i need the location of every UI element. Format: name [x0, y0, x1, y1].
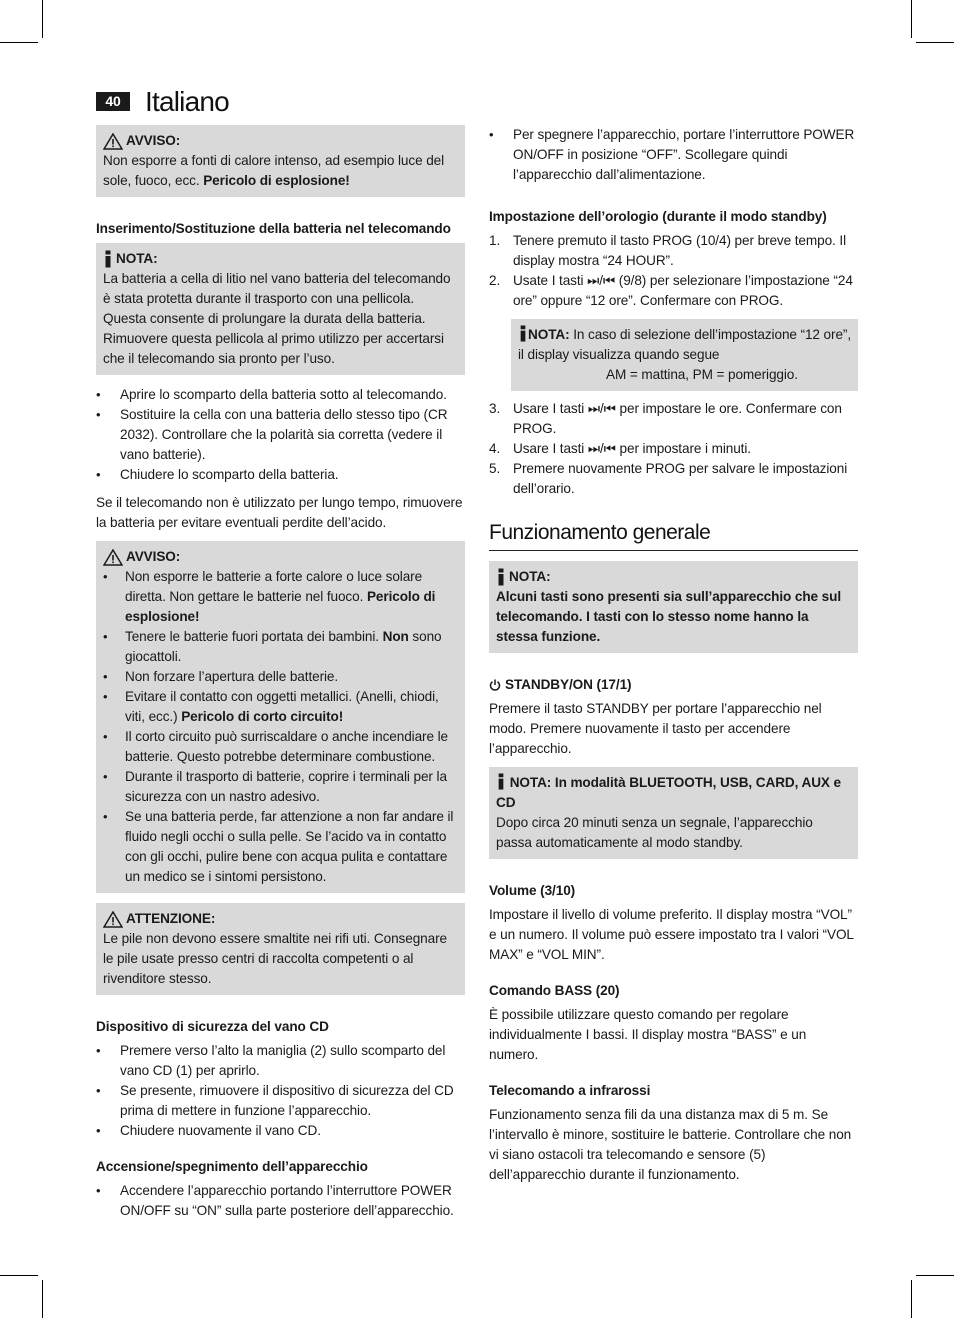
warning-head — [103, 131, 458, 151]
volume-paragraph: Impostare il livello di volume preferito. Il display mostra “VOL” e un numero. Il volume può essere impostato tra I valori “VOL MAX” e “VOL MIN”. — [489, 907, 854, 962]
note-box — [489, 767, 858, 859]
power-icon — [489, 679, 501, 691]
list-item: • Aprire lo scomparto della batteria sotto al telecomando. — [96, 385, 465, 405]
clock-steps — [489, 399, 858, 499]
note-box — [511, 319, 858, 391]
warning-label: AVVISO: — [126, 549, 181, 564]
list-item: • Non esporre le batterie a forte calore o luce solare diretta. Non gettare le batterie nel fuoco. Pericolo di esplosione! — [103, 567, 458, 627]
list-item: • Chiudere nuovamente il vano CD. — [96, 1121, 465, 1141]
battery-steps — [96, 385, 465, 485]
list-item: • Evitare il contatto con oggetti metallici. (Anelli, chiodi, viti, ecc.) Pericolo di corto circuito! — [103, 687, 458, 727]
list-item: • Se una batteria perde, far attenzione a non far andare il fluido negli occhi o sulla pelle. Se l’acido va in contatto con gli occhi, pulire bene con acqua pulita e contattare un medico se i sintomi persistono. — [103, 807, 458, 887]
volume-heading: Volume (3/10) — [489, 883, 576, 898]
note-box — [489, 561, 858, 653]
warning-list — [103, 567, 458, 887]
list-item: • Per spegnere l’apparecchio, portare l’interruttore POWER ON/OFF in posizione “OFF”. Scollegare quindi l’apparecchio dall’alimentazione. — [489, 125, 858, 185]
info-icon — [103, 250, 113, 268]
list-item: 2. Usate I tasti ⏭/⏮ (9/8) per selezionare l’impostazione “24 ore” oppure “12 ore”. Confermare con PROG. — [489, 273, 853, 308]
power-heading: Accensione/spegnimento dell’apparecchio — [96, 1159, 368, 1174]
warning-text: Non esporre a fonti di calore intenso, ad esempio luce del sole, fuoco, ecc. Pericolo di esplosione! — [103, 153, 445, 188]
note-head — [103, 249, 458, 269]
left-column — [96, 125, 465, 1229]
note-text: Dopo circa 20 minuti senza un segnale, l’apparecchio passa automaticamente al modo standby. — [496, 815, 813, 850]
caution-label: ATTENZIONE: — [126, 911, 216, 926]
clock-steps — [489, 231, 858, 311]
crop-mark — [911, 0, 912, 38]
note-text: La batteria a cella di litio nel vano batteria del telecomando è stata protetta durante il trasporto con una pellicola. Questa consente di prolungare la durata della batteria. Rimuovere questa pellicola al primo utilizzo per accertarsi che il telecomando sia pronto per l’uso. — [103, 271, 451, 366]
note-head: NOTA: In modalità BLUETOOTH, USB, CARD, AUX e CD — [496, 775, 842, 810]
note-text: AM = mattina, PM = pomeriggio. — [606, 367, 798, 382]
battery-heading: Inserimento/Sostituzione della batteria nel telecomando — [96, 221, 451, 236]
page-title: Italiano — [145, 86, 229, 117]
crop-mark — [42, 1280, 43, 1318]
warning-box — [96, 125, 465, 197]
note-label: NOTA: — [509, 569, 551, 584]
right-column — [489, 125, 858, 1193]
list-item: • Il corto circuito può surriscaldare o anche incendiare le batterie. Questo potrebbe determinare combustione. — [103, 727, 458, 767]
crop-mark — [42, 0, 43, 38]
crop-mark — [911, 1280, 912, 1318]
list-item: • Premere verso l’alto la maniglia (2) sullo scomparto del vano CD (1) per aprirlo. — [96, 1041, 465, 1081]
battery-paragraph: Se il telecomando non è utilizzato per lungo tempo, rimuovere la batteria per evitare eventuali perdite dell’acido. — [96, 495, 463, 530]
info-icon — [518, 325, 528, 342]
list-item: 3. Usare I tasti ⏭/⏮ per impostare le ore. Confermare con PROG. — [489, 401, 842, 436]
ir-heading: Telecomando a infrarossi — [489, 1083, 651, 1098]
list-item: 5. Premere nuovamente PROG per salvare le impostazioni dell’orario. — [489, 461, 848, 496]
power-steps — [96, 1181, 465, 1221]
warning-triangle-icon — [103, 911, 123, 928]
list-item: • Sostituire la cella con una batteria dello stesso tipo (CR 2032). Controllare che la polarità sia corretta (vedere il vano batterie). — [96, 405, 465, 465]
section-title: Funzionamento generale — [489, 519, 858, 551]
list-item: • Chiudere lo scomparto della batteria. — [96, 465, 465, 485]
power-steps-continued — [489, 125, 858, 185]
list-item: • Non forzare l’apertura delle batterie. — [103, 667, 458, 687]
info-icon — [496, 568, 506, 586]
crop-mark — [0, 1275, 38, 1276]
bass-paragraph: È possibile utilizzare questo comando per regolare individualmente I bassi. Il display mostra “BASS” e un numero. — [489, 1007, 807, 1062]
list-item: 1. Tenere premuto il tasto PROG (10/4) per breve tempo. Il display mostra “24 HOUR”. — [489, 233, 846, 268]
warning-triangle-icon — [103, 133, 123, 150]
ir-paragraph: Funzionamento senza fili da una distanza max di 5 m. Se l’intervallo è minore, sostituire le batterie. Controllare che non vi siano ostacoli tra telecomando e sensore (5) dell’apparecchio durante il funzionamento. — [489, 1107, 852, 1182]
bass-heading: Comando BASS (20) — [489, 983, 620, 998]
clock-heading: Impostazione dell’orologio (durante il modo standby) — [489, 209, 827, 224]
warning-head — [103, 547, 458, 567]
list-item: • Accendere l’apparecchio portando l’interruttore POWER ON/OFF su “ON” sulla parte posteriore dell’apparecchio. — [96, 1181, 465, 1221]
cd-heading: Dispositivo di sicurezza del vano CD — [96, 1019, 329, 1034]
list-item: • Tenere le batterie fuori portata dei bambini. Non sono giocattoli. — [103, 627, 458, 667]
caution-box — [96, 903, 465, 995]
note-head — [496, 567, 851, 587]
note-box — [96, 243, 465, 375]
warning-label: AVVISO: — [126, 133, 181, 148]
list-item: 4. Usare I tasti ⏭/⏮ per impostare i minuti. — [489, 441, 751, 456]
warning-triangle-icon — [103, 549, 123, 566]
caution-head — [103, 909, 458, 929]
crop-mark — [916, 42, 954, 43]
note-text: NOTA: In caso di selezione dell’impostazione “12 ore”, il display visualizza quando segue — [518, 327, 852, 362]
cd-steps — [96, 1041, 465, 1141]
list-item: • Durante il trasporto di batterie, coprire i terminali per la sicurezza con un nastro adesivo. — [103, 767, 458, 807]
info-icon — [496, 773, 506, 790]
crop-mark — [916, 1275, 954, 1276]
note-text: Alcuni tasti sono presenti sia sull’apparecchio che sul telecomando. I tasti con lo stesso nome hanno la stessa funzione. — [496, 589, 842, 644]
crop-mark — [0, 42, 38, 43]
standby-heading: STANDBY/ON (17/1) — [489, 675, 858, 695]
page-number: 40 — [96, 92, 130, 111]
note-label: NOTA: — [116, 251, 158, 266]
warning-box — [96, 541, 465, 893]
list-item: • Se presente, rimuovere il dispositivo di sicurezza del CD prima di mettere in funzione l’apparecchio. — [96, 1081, 465, 1121]
standby-paragraph: Premere il tasto STANDBY per portare l’apparecchio nel modo. Premere nuovamente il tasto per accendere l’apparecchio. — [489, 701, 822, 756]
caution-text: Le pile non devono essere smaltite nei rifi uti. Consegnare le pile usate presso centri di raccolta competenti o al rivenditore stesso. — [103, 931, 447, 986]
